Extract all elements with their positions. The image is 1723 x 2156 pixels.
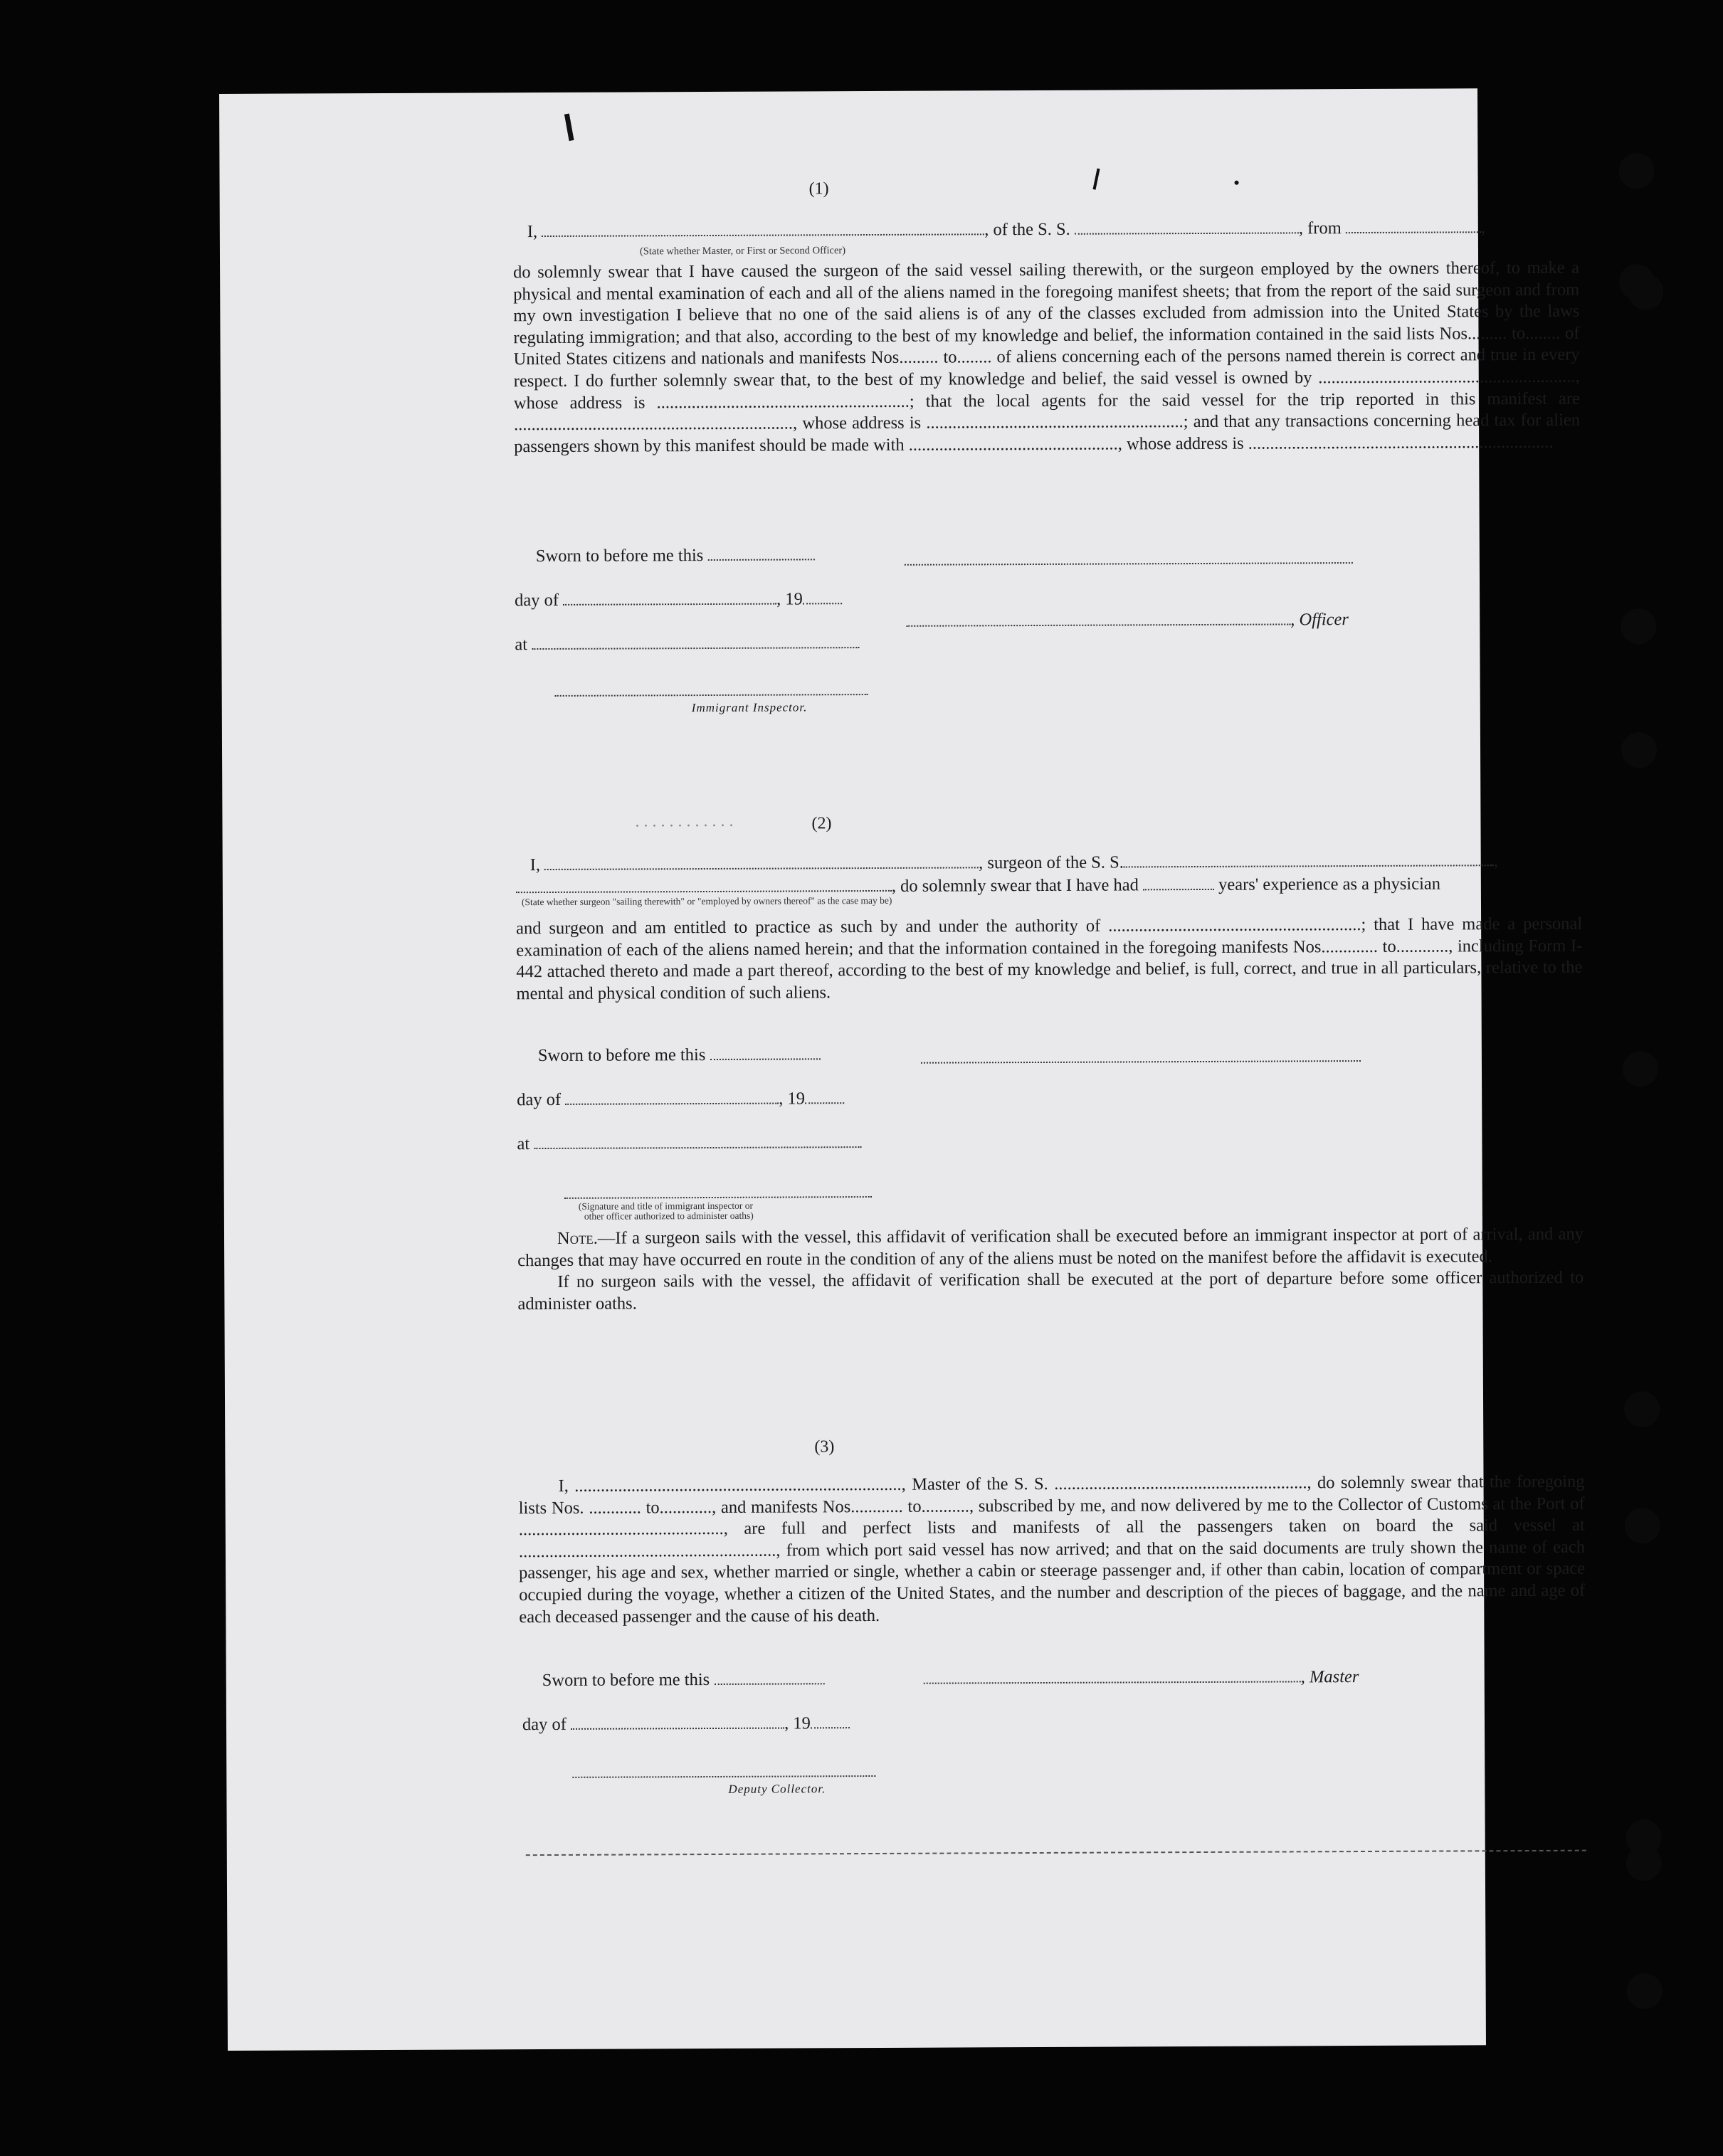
- day-line-2: [517, 1089, 844, 1110]
- officer-signature-row: [906, 610, 1349, 632]
- note-paragraph-2: If no surgeon sails with the vessel, the affidavit of verification shall be executed at the port of departure before some officer authorized to administer oaths.: [517, 1267, 1584, 1314]
- section-2-body: and surgeon and am entitled to practice as such by and under the authority of ..........................................................; that I have made a personal examination of each of the aliens named herein; and that the information contained in the foregoing manifests Nos............. to............, including Form I-442 attached thereto and made a part thereof, according to the best of my knowledge and belief, is full, correct, and true in all particulars, relative to the mental and physical condition of such aliens.: [516, 914, 1583, 1003]
- bottom-rule: [526, 1850, 1586, 1856]
- punch-hole: [1625, 1508, 1660, 1543]
- officer-signature-blank: [906, 623, 1290, 626]
- punch-hole: [1627, 1973, 1663, 2009]
- section-2-first-line: [530, 851, 1498, 875]
- punch-hole: [1621, 608, 1656, 644]
- note-paragraph-1: [517, 1224, 1584, 1272]
- vessel-name-blank: [1075, 231, 1299, 234]
- punch-hole: [1623, 1051, 1658, 1087]
- section-1-oath-text: [513, 258, 1580, 458]
- from-port-blank: [1346, 231, 1481, 233]
- at-blank: [532, 646, 859, 650]
- punch-hole: [1621, 732, 1657, 768]
- day-line-3: [522, 1713, 850, 1735]
- inspector-caption: Immigrant Inspector.: [691, 700, 808, 715]
- surgeon-signature-line: [921, 1059, 1361, 1064]
- surgeon-name-blank: [544, 866, 979, 870]
- section-2-oath-text: [516, 914, 1583, 1005]
- year-label: , 19: [779, 1089, 806, 1109]
- collector-caption: Deputy Collector.: [728, 1782, 826, 1796]
- administering-officer-signature-line: [564, 1195, 872, 1199]
- day-blank: [571, 1727, 784, 1730]
- ink-mark: [1093, 169, 1100, 190]
- sworn-line-2: [538, 1045, 821, 1066]
- years-label: years' experience as a physician: [1218, 874, 1441, 894]
- form-page: [219, 88, 1586, 2051]
- i-label: I,: [529, 855, 541, 875]
- signature-caption-2: other officer authorized to administer oaths): [584, 1210, 754, 1222]
- sworn-line-3: [542, 1669, 825, 1691]
- section-2-number: (2): [811, 814, 832, 833]
- master-signature-blank: [924, 1680, 1301, 1684]
- surgeon-label: , surgeon of the S. S.: [979, 852, 1124, 873]
- year-blank: [811, 1726, 850, 1728]
- swear-label: , do solemnly swear that I have had: [891, 875, 1139, 896]
- of-ss-label: , of the S. S.: [984, 219, 1070, 240]
- section-1-number: (1): [808, 179, 829, 199]
- sworn-label: Sworn to before me this: [537, 1045, 706, 1066]
- section-2-second-line: [516, 874, 1440, 899]
- note-label: Note.: [557, 1228, 598, 1248]
- punch-hole: [1626, 1845, 1662, 1881]
- officer-name-blank: [542, 233, 984, 237]
- ink-mark: [564, 114, 574, 142]
- from-label: , from: [1298, 218, 1342, 238]
- sworn-date-blank: [714, 1682, 824, 1685]
- ink-mark: [1235, 181, 1239, 185]
- day-of-label: day of: [522, 1714, 567, 1735]
- sworn-label: Sworn to before me this: [535, 546, 704, 566]
- sworn-date-blank: [707, 558, 814, 561]
- signature-caption-1: (Signature and title of immigrant inspector or: [578, 1200, 754, 1212]
- day-line-1: [515, 589, 842, 611]
- officer-signature-line-top: [905, 561, 1353, 566]
- officer-label: , Officer: [1290, 610, 1349, 630]
- section-3-oath-text: [518, 1471, 1585, 1629]
- section-3-number: (3): [814, 1437, 835, 1457]
- note-text-1: —If a surgeon sails with the vessel, this affidavit of verification shall be executed before an immigrant inspector at port of arrival, and any changes that may have occurred en route in the condition of any of the aliens must be noted on the manifest before the affidavit is executed.: [517, 1224, 1584, 1270]
- day-of-label: day of: [515, 590, 559, 611]
- at-blank: [534, 1146, 861, 1149]
- sworn-line-1: [536, 545, 815, 566]
- section-1-hint: (State whether Master, or First or Second Officer): [639, 245, 846, 258]
- section-3-body: I, ..........................................................................., Master of the S. S. .........................................................., do solemnly swear that the foregoing lists Nos. ............ to............, and manifests Nos............ to..........., subscribed by me, and now delivered by me to the Collector of Customs at the Port of ..............................................., are full and perfect lists and manifests of all the passengers taken on board the said vessel at ..........................................................., from which port said vessel has now arrived; and that on the said documents are truly shown the name of each passenger, his age and sex, whether married or single, whether a cabin or steerage passenger and, if other than cabin, location of compartment or space occupied during the voyage, whether a citizen of the United States, and the number and description of the pieces of baggage, and the name and age of each deceased passenger and the cause of his death.: [518, 1471, 1586, 1627]
- sworn-label: Sworn to before me this: [542, 1670, 710, 1691]
- sworn-date-blank: [710, 1057, 820, 1060]
- comma: ,: [1493, 851, 1499, 871]
- surgeon-status-blank: [516, 889, 892, 893]
- punch-hole: [1628, 274, 1663, 310]
- year-label: , 19: [784, 1713, 811, 1733]
- year-blank: [803, 602, 842, 604]
- year-label: , 19: [776, 589, 803, 609]
- faint-stamp: . . . . . . . . . . . .: [635, 811, 734, 831]
- section-1-first-line: [527, 218, 1485, 242]
- year-blank: [805, 1101, 844, 1104]
- years-blank: [1143, 888, 1214, 890]
- at-line-2: [517, 1133, 861, 1154]
- collector-signature-line: [572, 1775, 875, 1778]
- i-label: I,: [527, 222, 538, 242]
- day-of-label: day of: [517, 1089, 562, 1110]
- section-1-body: do solemnly swear that I have caused the surgeon of the said vessel sailing therewith, or the surgeon employed by the owners thereof, to make a physical and mental examination of each and all of the aliens named in the foregoing manifest sheets; that from the report of the said surgeon and from my own investigation I believe that no one of the said aliens is of any of the classes excluded from admission into the United States by the laws regulating immigration; and that also, according to the best of my knowledge and belief, the information contained in the said lists Nos......... to........ of United States citizens and nationals and manifests Nos......... to........ of aliens concerning each of the persons named therein is correct and true in every respect. I do further solemnly swear that, to the best of my knowledge and belief, the said vessel is owned by ..........................................................., whose address is ..........................................................; that the local agents for the said vessel for the trip reported in this manifest are ................................................................, whose address is ...........................................................; and that any transactions concerning head tax for alien passengers shown by this manifest should be made with ................................................, whose address is ......................................................................: [513, 258, 1581, 456]
- master-signature-row: [924, 1667, 1359, 1689]
- punch-hole: [1624, 1391, 1660, 1427]
- day-blank: [565, 1102, 779, 1105]
- note-block: [517, 1224, 1584, 1316]
- vessel-name-blank: [1124, 864, 1494, 867]
- day-blank: [563, 603, 776, 606]
- section-2-hint: (State whether surgeon "sailing therewith" or "employed by owners thereof" as the case may be): [521, 894, 892, 908]
- at-label: at: [515, 635, 528, 655]
- inspector-signature-line: [555, 693, 868, 697]
- at-label: at: [517, 1134, 530, 1154]
- at-line-1: [515, 633, 859, 655]
- punch-hole: [1618, 153, 1654, 189]
- master-label: , Master: [1300, 1667, 1359, 1687]
- comma: ,: [1480, 218, 1486, 238]
